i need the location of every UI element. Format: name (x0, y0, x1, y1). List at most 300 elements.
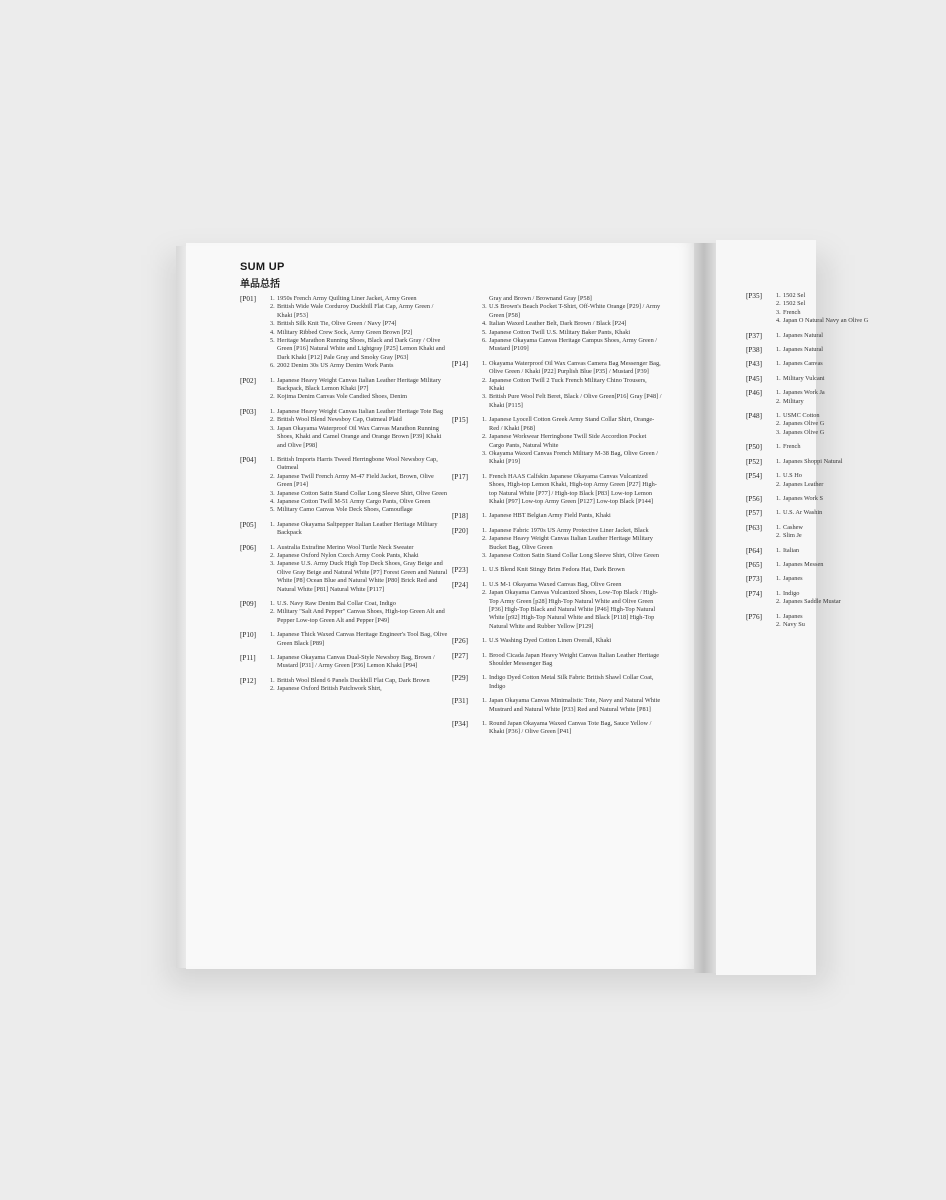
index-entry (452, 697, 662, 714)
item-text: Japan Okayama Canvas Minimalistic Tote, Navy and Natural White Mustrard and Natural White [P33] Red and Natural White [P81] (489, 697, 661, 713)
item-text: Japanese HBT Belgian Army Field Pants, Khaki (489, 512, 611, 520)
entry-code: [P18] (452, 512, 468, 521)
item-text: Japanese Fabric 1970s US Army Protective Liner Jacket, Black (489, 526, 649, 534)
item-number: 4. (270, 328, 275, 336)
item-number: 1. (270, 455, 275, 463)
entry-item (270, 425, 450, 450)
entry-code: [P17] (452, 472, 468, 481)
item-text: Japanes Canvas (783, 360, 823, 368)
item-number: 1. (482, 416, 487, 424)
index-entry (452, 720, 662, 737)
item-number: 1. (270, 631, 275, 639)
entry-item (482, 377, 662, 394)
entry-code: [P37] (746, 331, 762, 340)
entry-item (776, 412, 946, 420)
item-text: Japanese Cotton Satin Stand Collar Long Sleeve Shirt, Olive Green (489, 551, 659, 559)
item-text: Japanese Thick Waxed Canvas Heritage Engineer's Tool Bag, Olive Green Black [P89] (277, 631, 448, 647)
item-text: Japan O Natural Navy an Olive G (783, 317, 869, 325)
item-text: U.S. Navy Raw Denim Bal Collar Coat, Indigo (277, 600, 396, 607)
item-text: Japanese Oxford British Patchwork Shirt, (277, 685, 382, 693)
index-entry (452, 527, 662, 561)
index-entry (452, 652, 662, 669)
item-number: 1. (270, 520, 275, 528)
entry-item (270, 456, 450, 473)
entry-code: [P14] (452, 359, 468, 368)
index-entry (240, 631, 450, 648)
item-text: Japanes Natural (783, 331, 824, 339)
item-text: Japanese Cotton Satin Stand Collar Long Sleeve Shirt, Olive Green (277, 489, 447, 497)
index-entry (240, 408, 450, 450)
item-text: U.S Brown's Beach Pocket T-Shirt, Off-White Orange [P29] / Army Green [P58] (489, 303, 661, 319)
index-column-1 (240, 295, 450, 700)
entry-code: [P01] (240, 295, 256, 303)
item-number: 1. (270, 295, 275, 302)
entry-code: [P12] (240, 676, 256, 685)
entry-item (776, 398, 946, 406)
item-number: 3. (776, 308, 781, 316)
entry-code: [P03] (240, 407, 256, 416)
item-number: 2. (270, 551, 275, 559)
heading-english: SUM UP (240, 261, 285, 273)
index-entry (746, 443, 946, 451)
index-entry (746, 292, 946, 326)
item-number: 3. (270, 424, 275, 432)
continued-entry (452, 295, 662, 354)
item-number: 1. (270, 543, 275, 551)
item-number: 2. (270, 303, 275, 311)
entry-code: [P76] (746, 612, 762, 621)
item-number: 1. (482, 720, 487, 728)
entry-code: [P57] (746, 509, 762, 518)
item-number: 1. (776, 346, 781, 354)
item-number: 2. (776, 420, 781, 428)
entry-code: [P74] (746, 589, 762, 598)
item-text: Japanes (783, 575, 803, 583)
item-text: Military Ribbed Crew Sock, Army Green Brown [P2] (277, 328, 413, 336)
entry-item (482, 416, 662, 433)
item-number: 1. (776, 509, 781, 517)
entry-item (776, 317, 946, 325)
entry-item (270, 685, 450, 693)
entry-item (776, 561, 946, 569)
item-number: 2. (270, 685, 275, 693)
item-number: 2. (270, 393, 275, 401)
item-number: 1. (482, 359, 487, 367)
entry-item (776, 590, 946, 598)
item-text: Italian (783, 546, 800, 554)
item-text: British Wool Blend 6 Panels Duckbill Flat Cap, Dark Brown (277, 676, 430, 684)
entry-code: [P31] (452, 697, 468, 706)
item-text: U.S M-1 Okayama Waxed Canvas Bag, Olive Green (489, 580, 622, 588)
item-number: 1. (482, 580, 487, 588)
item-number: 1. (270, 600, 275, 607)
index-entry (746, 375, 946, 383)
item-number: 1. (482, 637, 487, 645)
entry-code: [P34] (452, 720, 468, 729)
item-number: 4. (270, 497, 275, 505)
entry-item (270, 416, 450, 424)
item-number: 1. (776, 412, 781, 420)
entry-item (270, 544, 450, 552)
entry-code: [P38] (746, 346, 762, 355)
entry-item (776, 346, 946, 354)
entry-item (482, 637, 662, 645)
item-number: 3. (270, 489, 275, 497)
entry-code: [P15] (452, 416, 468, 425)
item-number: 2. (776, 300, 781, 308)
item-text: 1502 Sel (783, 292, 806, 299)
item-text: Gray and Brown / Brownand Gray [P58] (489, 295, 592, 302)
item-text: Japanese Okayama Canvas Heritage Campus Shoes, Army Green / Mustard [P109] (489, 337, 658, 353)
entry-item (270, 600, 450, 608)
item-text: Japanes Shoppi Natural (783, 457, 843, 465)
index-entry (746, 561, 946, 569)
item-number: 1. (776, 374, 781, 382)
item-text: Heritage Marathon Running Shoes, Black and Dark Gray / Olive Green [P16] Natural White and Lightgray [P25] Lemon Khaki and Dark Khaki [P12] Pale Gray and Smoky Gray [P63] (277, 337, 445, 361)
item-number: 3. (270, 560, 275, 568)
entry-item (482, 535, 662, 552)
entry-item (482, 589, 662, 631)
item-number: 2. (482, 535, 487, 543)
item-text: Cashew (783, 523, 803, 531)
index-entry (746, 590, 946, 607)
index-entry (452, 674, 662, 691)
item-text: U.S Ho (783, 472, 802, 480)
entry-code: [P02] (240, 376, 256, 385)
item-text: Australia Extrafine Merino Wool Turtle Neck Sweater (277, 543, 414, 551)
entry-code: [P73] (746, 575, 762, 584)
item-text: Japanes Olive G (783, 420, 825, 428)
item-text: Military (783, 397, 804, 405)
item-text: Japanese Cotton Twill 2 Tuck French Military Chino Trousers, Khaki (489, 376, 647, 393)
entry-code: [P26] (452, 637, 468, 646)
item-text: British Imports Harris Tweed Herringbone Wool Newsboy Cap, Oatmeal (277, 455, 438, 472)
entry-code: [P48] (746, 412, 762, 421)
entry-item (776, 598, 946, 606)
entry-item (270, 490, 450, 498)
item-number: 1. (270, 654, 275, 662)
item-number: 5. (482, 328, 487, 336)
item-text: British Silk Knit Tie, Olive Green / Navy [P74] (277, 320, 397, 328)
entry-code: [P04] (240, 455, 256, 464)
entry-item (482, 552, 662, 560)
entry-item (776, 532, 946, 540)
index-entry (452, 473, 662, 507)
item-text: Japanese Lyocell Cotton Greek Army Stand Collar Shirt, Orange-Red / Khaki [P68] (489, 416, 655, 432)
item-text: Japanes Olive G (783, 428, 825, 436)
entry-item (270, 654, 450, 671)
entry-item (776, 621, 946, 629)
heading-chinese: 单品总括 (240, 279, 280, 290)
item-number: 1. (270, 676, 275, 684)
item-text: French HAAS Calfskin Japanese Okayama Canvas Vulcanized Shoes, High-top Lemon Khaki, High-top Army Green [P27] High-top Natural White [P77] / High-top Black [P83] Low-top Lemon Khaki [P97] Low-top Army Green [P127] Low-top Black [P144] (489, 472, 657, 505)
item-text: Japanese Cotton Twill M-51 Army Cargo Pants, Olive Green (277, 497, 431, 505)
item-number: 6. (270, 362, 275, 370)
item-number: 1. (776, 443, 781, 451)
entry-item (270, 608, 450, 625)
item-number: 1. (776, 560, 781, 568)
entry-item (270, 377, 450, 394)
item-number: 2. (776, 598, 781, 606)
index-entry (746, 613, 946, 630)
index-entry (746, 472, 946, 489)
item-number: 3. (270, 320, 275, 328)
entry-item (776, 443, 946, 451)
item-text: Military Vulcani (783, 374, 825, 382)
index-column-2 (452, 295, 662, 743)
item-number: 3. (776, 428, 781, 436)
item-number: 1. (482, 526, 487, 534)
entry-item (270, 552, 450, 560)
entry-item (270, 295, 450, 303)
item-number: 3. (482, 551, 487, 559)
item-text: Japanese Workwear Herringbone Twill Side Accordion Pocket Cargo Pants, Natural White (489, 433, 647, 449)
entry-code: [P45] (746, 374, 762, 383)
item-number: 2. (270, 416, 275, 424)
item-number: 3. (482, 449, 487, 457)
item-number: 1. (776, 457, 781, 465)
item-text: Japanese Heavy Weight Canvas Italian Leather Heritage Military Bucket Bag, Olive Green (489, 535, 653, 551)
entry-item (482, 303, 662, 320)
entry-item (776, 332, 946, 340)
item-number: 2. (482, 376, 487, 384)
index-entry (746, 509, 946, 517)
item-number: 6. (482, 337, 487, 345)
item-number: 5. (270, 506, 275, 514)
entry-code: [P63] (746, 523, 762, 532)
item-number: 5. (270, 337, 275, 345)
entry-item (270, 329, 450, 337)
item-text: Japanese Cotton Twill U.S. Military Baker Pants, Khaki (489, 328, 631, 336)
entry-item (270, 521, 450, 538)
entry-item (482, 512, 662, 520)
item-text: Military "Salt And Pepper" Canvas Shoes, High-top Green Alt and Pepper Low-top Green Alt and Pepper [P49] (277, 608, 445, 624)
entry-item (482, 360, 662, 377)
item-text: Kojima Denim Canvas Vole Candied Shoes, Denim (277, 393, 408, 401)
entry-item (270, 506, 450, 514)
index-entry (746, 346, 946, 354)
left-page (186, 243, 694, 969)
index-entry (452, 581, 662, 631)
entry-code: [P54] (746, 472, 762, 481)
entry-code: [P05] (240, 520, 256, 529)
entry-item (482, 329, 662, 337)
item-number: 4. (482, 320, 487, 328)
index-entry (746, 412, 946, 437)
entry-item (482, 393, 662, 410)
entry-item (482, 674, 662, 691)
item-text: Japanes Work Ja (783, 389, 825, 397)
item-number: 2. (776, 397, 781, 405)
item-number: 1. (482, 566, 487, 574)
item-number: 1. (776, 360, 781, 368)
entry-code: [P27] (452, 651, 468, 660)
item-number: 1. (482, 697, 487, 705)
index-entry (240, 600, 450, 625)
item-number: 1. (776, 546, 781, 554)
entry-item (482, 473, 662, 507)
entry-item (482, 527, 662, 535)
item-number: 4. (776, 317, 781, 325)
item-text: Okayama Waxed Canvas French Military M-38 Bag, Olive Green / Khaki [P19] (489, 449, 658, 466)
entry-item (482, 697, 662, 714)
item-number: 2. (482, 589, 487, 597)
item-text: Navy Su (783, 620, 805, 628)
item-text: 1502 Sel (783, 300, 806, 308)
item-text: British Pure Wool Felt Beret, Black / Olive Green[P16] Gray [P48] / Khaki [P115] (489, 393, 662, 409)
item-number: 2. (482, 433, 487, 441)
item-text: U.S Blend Knit Stingy Brim Fedora Hat, Dark Brown (489, 566, 625, 574)
index-entry (240, 544, 450, 594)
index-entry (452, 360, 662, 410)
item-number: 1. (776, 612, 781, 620)
item-text: Brood Cicada Japan Heavy Weight Canvas Italian Leather Heritage Shoulder Messenger Bag (489, 651, 660, 668)
index-entry (452, 566, 662, 574)
item-number: 1. (776, 575, 781, 583)
item-number: 1. (776, 472, 781, 480)
entry-code: [P52] (746, 457, 762, 466)
entry-item (776, 613, 946, 621)
item-number: 2. (776, 620, 781, 628)
item-number: 1. (482, 472, 487, 480)
index-entry (746, 458, 946, 466)
item-text: Japanese Twill French Army M-47 Field Jacket, Brown, Olive Green [P14] (277, 472, 434, 489)
entry-item (776, 360, 946, 368)
item-text: Indigo Dyed Cotton Metal Silk Fabric British Shawl Collar Coat, Indigo (489, 674, 654, 690)
item-number: 3. (482, 303, 487, 311)
item-number: 2. (270, 608, 275, 616)
index-entry (746, 389, 946, 406)
entry-item (776, 495, 946, 503)
entry-code: [P23] (452, 566, 468, 575)
entry-item (776, 375, 946, 383)
item-number: 1. (270, 376, 275, 384)
entry-item (270, 631, 450, 648)
item-text: Round Japan Okayama Waxed Canvas Tote Bag, Sauce Yellow / Khaki [P36] / Olive Green [P41] (489, 720, 652, 736)
entry-item (270, 362, 450, 370)
item-text: U.S Washing Dyed Cotton Linen Overall, Khaki (489, 637, 612, 645)
item-text: British Wool Blend Newsboy Cap, Oatmeal Plaid (277, 416, 402, 424)
item-text: Japan Okayama Canvas Vulcanized Shoes, Low-Top Black / High-Top Army Green [p28] High-Top Natural White and Olive Green [P36] High-Top Black and Natural White [P46] High-Top Natural White [p92] High-Top Natural White and Black [P118] High-Top Natural White and Rubber Yellow [P129] (489, 589, 658, 630)
entry-item (270, 498, 450, 506)
entry-code: [P10] (240, 631, 256, 640)
index-entry (746, 495, 946, 503)
item-number: 1. (776, 523, 781, 531)
entry-item (482, 720, 662, 737)
entry-code: [P20] (452, 526, 468, 535)
item-number: 1. (776, 331, 781, 339)
item-text: French (783, 443, 801, 451)
entry-item (482, 337, 662, 354)
entry-item (776, 575, 946, 583)
item-text: Japanese Oxford Nylon Czech Army Cook Pants, Khaki (277, 551, 419, 559)
entry-code: [P11] (240, 654, 256, 663)
item-text: 1950s French Army Quilting Liner Jacket, Army Green (277, 295, 417, 302)
item-number: 2. (270, 472, 275, 480)
entry-item (270, 408, 450, 416)
entry-code: [P50] (746, 443, 762, 452)
entry-code: [P46] (746, 389, 762, 398)
entry-item (776, 472, 946, 480)
item-text: Japanes Messen (783, 560, 824, 568)
item-text: Japanes Natural (783, 346, 824, 354)
item-number: 1. (776, 589, 781, 597)
item-text: Japanes Saddle Mustar (783, 598, 841, 606)
entry-item (270, 560, 450, 594)
index-column-3 (746, 292, 946, 635)
item-text: Okayama Waterproof Oil Wax Canvas Camera Bag Messenger Bag, Olive Green / Khaki [P22] Purplish Blue [P35] / Mustard [P39] (489, 359, 661, 376)
index-entry (452, 637, 662, 645)
item-number: 1. (776, 292, 781, 299)
index-entry (240, 654, 450, 671)
entry-item (482, 566, 662, 574)
entry-item (776, 458, 946, 466)
item-text: French (783, 308, 801, 316)
item-number: 1. (482, 512, 487, 520)
item-number: 1. (270, 407, 275, 415)
entry-code: [P64] (746, 546, 762, 555)
entry-item (270, 320, 450, 328)
item-text: Military Camo Canvas Vole Deck Shoes, Camouflage (277, 506, 413, 514)
entry-item (482, 320, 662, 328)
index-entry (746, 547, 946, 555)
section-heading (240, 261, 285, 290)
entry-item (482, 433, 662, 450)
entry-item (482, 295, 662, 303)
item-text: Japanese Okayama Saltpepper Italian Leather Heritage Military Backpack (277, 520, 438, 537)
item-number: 1. (482, 651, 487, 659)
item-text: Japanes (783, 612, 803, 620)
entry-code: [P24] (452, 580, 468, 589)
entry-item (776, 300, 946, 308)
item-text: Japanes Work S (783, 494, 823, 502)
item-number: 1. (776, 494, 781, 502)
item-text: Japanese Heavy Weight Canvas Italian Leather Heritage Tote Bag (277, 407, 443, 415)
entry-item (776, 292, 946, 300)
index-entry (452, 512, 662, 520)
entry-item (776, 481, 946, 489)
item-text: Japanese Okayama Canvas Dual-Style Newsboy Bag, Brown / Mustard [P31] / Army Green [P36] Lemon Khaki [P94] (277, 654, 435, 670)
entry-item (270, 337, 450, 362)
entry-item (270, 393, 450, 401)
entry-item (776, 420, 946, 428)
item-text: Japan Okayama Waterproof Oil Wax Canvas Marathon Running Shoes, Khaki and Camel Orange and Orange Brown [P39] Khaki and Olive [P98] (277, 424, 442, 449)
index-entry (452, 416, 662, 466)
entry-item (776, 509, 946, 517)
item-number: 1. (482, 674, 487, 682)
item-text: U.S. Ar Washin (783, 509, 823, 517)
item-text: Italian Waxed Leather Belt, Dark Brown / Black [P24] (489, 320, 627, 328)
entry-code: [P35] (746, 292, 762, 300)
entry-item (482, 581, 662, 589)
entry-code: [P09] (240, 600, 256, 608)
entry-item (270, 677, 450, 685)
entry-code: [P29] (452, 674, 468, 683)
entry-item (776, 389, 946, 397)
entry-item (776, 524, 946, 532)
index-entry (746, 332, 946, 340)
index-entry (240, 521, 450, 538)
item-text: Japanes Leather (783, 480, 824, 488)
index-entry (240, 295, 450, 371)
index-entry (746, 524, 946, 541)
right-page (716, 240, 869, 975)
entry-item (776, 309, 946, 317)
index-entry (240, 456, 450, 515)
item-text: Japanese U.S. Army Duck High Top Deck Shoes, Gray Beige and Olive Gray Beige and Natural White [P7] Forest Green and Natural White [P8] Ocean Blue and Natural White [P80] Brick Red and Natural White [P81] Natural White [P117] (277, 560, 448, 593)
item-number: 1. (776, 389, 781, 397)
item-text: Slim Je (783, 532, 802, 540)
